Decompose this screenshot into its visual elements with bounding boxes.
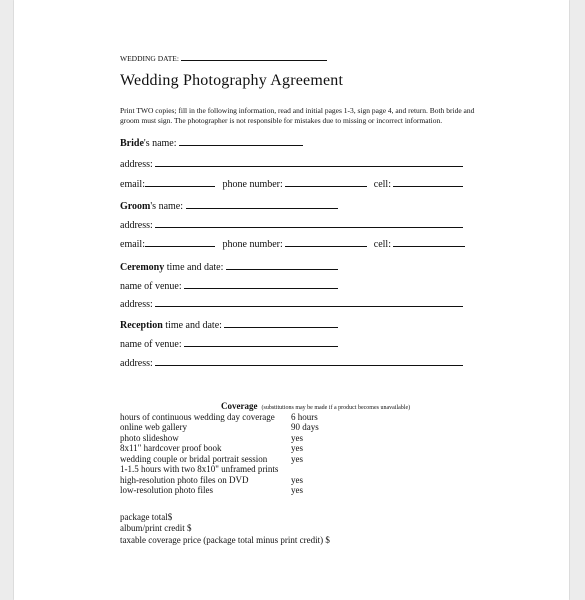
groom-label-rest: 's name: xyxy=(150,201,184,212)
bride-name-row xyxy=(120,136,303,149)
groom-contact-row xyxy=(120,237,465,250)
ceremony-address-field[interactable] xyxy=(155,297,463,307)
wedding-date-line xyxy=(120,53,327,63)
bride-address-field[interactable] xyxy=(155,157,463,167)
reception-address-row xyxy=(120,356,463,369)
coverage-item-label: photo slideshow xyxy=(120,433,179,443)
coverage-note: (substitutions may be made if a product becomes unavailable) xyxy=(261,405,411,411)
bride-contact-row xyxy=(120,177,463,190)
document-page xyxy=(14,0,569,600)
page-title: Wedding Photography Agreement xyxy=(120,72,344,89)
reception-label: Reception xyxy=(120,320,163,331)
ceremony-label-rest: time and date: xyxy=(164,262,224,273)
reception-venue-row xyxy=(120,337,338,350)
coverage-item xyxy=(120,454,267,464)
bride-label-rest: 's name: xyxy=(143,138,177,149)
groom-name-field[interactable] xyxy=(186,199,338,209)
coverage-item xyxy=(120,422,187,432)
groom-cell-field[interactable] xyxy=(393,237,465,247)
bride-address-label: address: xyxy=(120,159,153,170)
coverage-item xyxy=(120,443,222,453)
taxable-coverage-price: taxable coverage price (package total minus print credit) $ xyxy=(120,535,330,545)
reception-venue-label: name of venue: xyxy=(120,339,182,350)
coverage-item-value: yes xyxy=(291,485,303,495)
groom-name-row xyxy=(120,199,338,212)
coverage-item xyxy=(120,433,179,443)
wedding-date-label: WEDDING DATE: xyxy=(120,54,179,63)
coverage-item xyxy=(120,412,275,422)
groom-address-field[interactable] xyxy=(155,218,463,228)
ceremony-label: Ceremony xyxy=(120,262,165,273)
reception-venue-field[interactable] xyxy=(184,337,338,347)
bride-address-row xyxy=(120,157,463,170)
ceremony-time-row xyxy=(120,260,338,273)
coverage-item-label: wedding couple or bridal portrait session xyxy=(120,454,268,464)
groom-address-label: address: xyxy=(120,220,153,231)
coverage-item-label: online web gallery xyxy=(120,422,187,432)
groom-address-row xyxy=(120,218,463,231)
coverage-item-value: yes xyxy=(291,433,303,443)
album-print-credit: album/print credit $ xyxy=(120,523,192,533)
reception-address-field[interactable] xyxy=(155,356,463,366)
coverage-item-label: low-resolution photo files xyxy=(120,485,213,495)
coverage-item-label: hours of continuous wedding day coverage xyxy=(120,412,275,422)
bride-email-field[interactable] xyxy=(145,177,215,187)
coverage-heading: Coverage xyxy=(221,401,258,411)
coverage-item-value: yes xyxy=(291,443,303,453)
coverage-item xyxy=(120,464,278,474)
groom-phone-label: phone number: xyxy=(222,239,283,250)
reception-address-label: address: xyxy=(120,358,153,369)
bride-cell-field[interactable] xyxy=(393,177,463,187)
ceremony-venue-label: name of venue: xyxy=(120,281,182,292)
ceremony-time-field[interactable] xyxy=(226,260,338,270)
coverage-item-value: 90 days xyxy=(291,422,319,432)
bride-name-field[interactable] xyxy=(179,136,303,146)
bride-phone-field[interactable] xyxy=(285,177,367,187)
wedding-date-field[interactable] xyxy=(181,53,327,61)
coverage-item-value: yes xyxy=(291,475,303,485)
instructions-line-1: Print TWO copies; fill in the following information, read and initial pages 1-3, sign page 4, and return. Both bride and xyxy=(120,106,475,115)
ceremony-address-row xyxy=(120,297,463,310)
ceremony-address-label: address: xyxy=(120,299,153,310)
package-total: package total$ xyxy=(120,512,173,522)
reception-time-row xyxy=(120,318,338,331)
reception-label-rest: time and date: xyxy=(162,320,222,331)
coverage-item xyxy=(120,485,213,495)
groom-phone-field[interactable] xyxy=(285,237,367,247)
groom-email-field[interactable] xyxy=(145,237,215,247)
coverage-item-value: 6 hours xyxy=(291,412,318,422)
ceremony-venue-row xyxy=(120,279,338,292)
coverage-item-value: yes xyxy=(291,454,303,464)
bride-cell-label: cell: xyxy=(373,179,391,190)
ceremony-venue-field[interactable] xyxy=(184,279,338,289)
coverage-item xyxy=(120,475,249,485)
groom-email-label: email: xyxy=(120,239,145,250)
bride-email-label: email: xyxy=(120,179,145,190)
bride-label: Bride xyxy=(120,138,144,149)
instructions-line-2: groom must sign. The photographer is not responsible for mistakes due to missing or incorrect information. xyxy=(120,116,443,125)
bride-phone-label: phone number: xyxy=(222,179,283,190)
groom-label: Groom xyxy=(120,201,151,212)
groom-cell-label: cell: xyxy=(373,239,391,250)
coverage-item-label: high-resolution photo files on DVD xyxy=(120,475,249,485)
coverage-item-label: 8x11" hardcover proof book xyxy=(120,443,222,453)
reception-time-field[interactable] xyxy=(224,318,338,328)
coverage-item-label: 1-1.5 hours with two 8x10" unframed prints xyxy=(120,464,279,474)
